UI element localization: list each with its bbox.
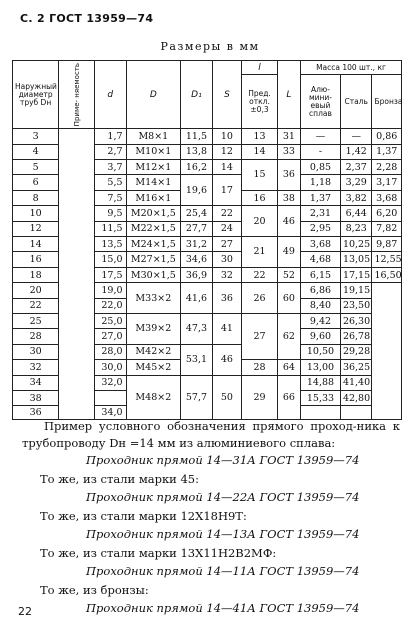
cell-S: 12 xyxy=(212,144,241,159)
cell-d: 25,0 xyxy=(94,314,126,329)
example-2: Проходник прямой 14—22А ГОСТ 13959—74 xyxy=(86,490,360,504)
cell-bronze: 6,20 xyxy=(372,206,402,221)
cell-d: 22,0 xyxy=(94,298,126,313)
cell-D1: 25,4 xyxy=(181,206,213,221)
cell-l: 20 xyxy=(242,206,278,237)
cell-al: 13,00 xyxy=(301,360,341,375)
cell-bronze xyxy=(372,283,402,420)
cell-S: 22 xyxy=(212,206,241,221)
cell-bronze: 16,50 xyxy=(372,267,402,282)
cell-dn: 20 xyxy=(13,283,59,298)
cell-dn: 16 xyxy=(13,252,59,267)
cell-L: 36 xyxy=(277,160,300,191)
cell-D: M12×1 xyxy=(126,160,181,175)
cell-steel: 17,15 xyxy=(340,267,372,282)
cell-D: M48×2 xyxy=(126,375,181,420)
cell-dn: 34 xyxy=(13,375,59,390)
cell-S: 46 xyxy=(212,344,241,375)
cell-S: 50 xyxy=(212,375,241,420)
cell-dn: 6 xyxy=(13,175,59,190)
cell-al: 9,60 xyxy=(301,329,341,344)
cell-d: 32,0 xyxy=(94,375,126,390)
cell-d: 28,0 xyxy=(94,344,126,359)
cell-d xyxy=(94,390,126,405)
cell-D: M33×2 xyxy=(126,283,181,314)
cell-D: M24×1,5 xyxy=(126,237,181,252)
cell-L: 52 xyxy=(277,267,300,282)
example-3: Проходник прямой 14—13А ГОСТ 13959—74 xyxy=(86,527,360,541)
page-header: С. 2 ГОСТ 13959—74 xyxy=(20,12,154,25)
cell-L: 60 xyxy=(277,283,300,314)
cell-D: M14×1 xyxy=(126,175,181,190)
cell-D1: 36,9 xyxy=(181,267,213,282)
cell-S: 10 xyxy=(212,129,241,144)
cell-D: M8×1 xyxy=(126,129,181,144)
cell-L: 31 xyxy=(277,129,300,144)
cell-S: 27 xyxy=(212,237,241,252)
cell-L: 64 xyxy=(277,360,300,375)
cell-al: 3,68 xyxy=(301,237,341,252)
cell-al: 0,85 xyxy=(301,160,341,175)
cell-steel: 23,50 xyxy=(340,298,372,313)
cell-al: 9,42 xyxy=(301,314,341,329)
cell-D1: 53,1 xyxy=(181,344,213,375)
cell-al: 6,15 xyxy=(301,267,341,282)
cell-steel: 3,29 xyxy=(340,175,372,190)
cell-bronze: 12,55 xyxy=(372,252,402,267)
col-prim: Приме- няемость xyxy=(59,61,95,129)
cell-D: M30×1,5 xyxy=(126,267,181,282)
cell-l: 22 xyxy=(242,267,278,282)
cell-D1: 41,6 xyxy=(181,283,213,314)
cell-d: 34,0 xyxy=(94,406,126,420)
cell-S: 41 xyxy=(212,314,241,345)
cell-steel: 3,82 xyxy=(340,190,372,205)
cell-al: - xyxy=(301,144,341,159)
cell-d: 30,0 xyxy=(94,360,126,375)
cell-d: 5,5 xyxy=(94,175,126,190)
cell-l: 26 xyxy=(242,283,278,314)
cell-d: 9,5 xyxy=(94,206,126,221)
cell-L: 38 xyxy=(277,190,300,205)
cell-dn: 3 xyxy=(13,129,59,144)
cell-dn: 4 xyxy=(13,144,59,159)
cell-steel: — xyxy=(340,129,372,144)
dimensions-table xyxy=(12,60,402,420)
text-13x11: То же, из стали марки 13Х11Н2В2МФ: xyxy=(40,546,277,560)
col-D: D xyxy=(126,61,181,129)
table-row xyxy=(13,129,402,144)
cell-S: 30 xyxy=(212,252,241,267)
example-intro-paragraph xyxy=(22,418,400,452)
cell-d: 11,5 xyxy=(94,221,126,236)
cell-l: 16 xyxy=(242,190,278,205)
cell-steel: 36,25 xyxy=(340,360,372,375)
cell-steel: 10,25 xyxy=(340,237,372,252)
cell-dn: 22 xyxy=(13,298,59,313)
cell-steel: 19,15 xyxy=(340,283,372,298)
cell-S: 24 xyxy=(212,221,241,236)
cell-dn: 32 xyxy=(13,360,59,375)
col-S: S xyxy=(212,61,241,129)
cell-S: 17 xyxy=(212,175,241,206)
example-5: Проходник прямой 14—41А ГОСТ 13959—74 xyxy=(86,601,360,615)
cell-D1: 27,7 xyxy=(181,221,213,236)
cell-l: 21 xyxy=(242,237,278,268)
cell-d: 7,5 xyxy=(94,190,126,205)
example-1: Проходник прямой 14—31А ГОСТ 13959—74 xyxy=(86,453,360,467)
cell-d: 17,5 xyxy=(94,267,126,282)
col-bronze: Бронза xyxy=(372,75,402,129)
cell-al: 8,40 xyxy=(301,298,341,313)
cell-l: 27 xyxy=(242,314,278,360)
cell-steel: 1,42 xyxy=(340,144,372,159)
cell-al: 14,88 xyxy=(301,375,341,390)
col-d: d xyxy=(94,61,126,129)
cell-S: 36 xyxy=(212,283,241,314)
cell-l: 28 xyxy=(242,360,278,375)
cell-steel: 26,78 xyxy=(340,329,372,344)
cell-d: 3,7 xyxy=(94,160,126,175)
cell-dn: 28 xyxy=(13,329,59,344)
cell-d: 1,7 xyxy=(94,129,126,144)
cell-dn: 36 xyxy=(13,406,59,420)
cell-steel: 2,37 xyxy=(340,160,372,175)
text-bronze: То же, из бронзы: xyxy=(40,583,149,597)
text-steel45: То же, из стали марки 45: xyxy=(40,472,200,486)
cell-steel: 29,28 xyxy=(340,344,372,359)
cell-L: 62 xyxy=(277,314,300,360)
col-l: l xyxy=(242,61,278,75)
col-dn: Наружный диаметр труб Dн xyxy=(13,61,59,129)
cell-L: 49 xyxy=(277,237,300,268)
cell-al: 1,37 xyxy=(301,190,341,205)
col-al: Алю- мини- евый сплав xyxy=(301,75,341,129)
example-intro: Пример условного обозначения прямого проход-ника к трубопроводу Dн =14 мм из алюминиевого сплава: xyxy=(22,419,400,450)
cell-S: 14 xyxy=(212,160,241,175)
cell-bronze: 0,86 xyxy=(372,129,402,144)
cell-dn: 12 xyxy=(13,221,59,236)
cell-L: 66 xyxy=(277,375,300,420)
cell-dn: 30 xyxy=(13,344,59,359)
example-4: Проходник прямой 14—11А ГОСТ 13959—74 xyxy=(86,564,360,578)
cell-l: 15 xyxy=(242,160,278,191)
page-number: 22 xyxy=(18,605,32,618)
cell-bronze: 3,17 xyxy=(372,175,402,190)
cell-D1: 31,2 xyxy=(181,237,213,252)
cell-al: 6,86 xyxy=(301,283,341,298)
cell-al: 2,31 xyxy=(301,206,341,221)
cell-d: 2,7 xyxy=(94,144,126,159)
table-caption: Размеры в мм xyxy=(160,40,260,53)
cell-steel: 8,23 xyxy=(340,221,372,236)
cell-D: M27×1,5 xyxy=(126,252,181,267)
cell-dn: 25 xyxy=(13,314,59,329)
cell-al: — xyxy=(301,129,341,144)
cell-l: 29 xyxy=(242,375,278,420)
cell-D1: 13,8 xyxy=(181,144,213,159)
col-D1: D₁ xyxy=(181,61,213,129)
cell-steel: 42,80 xyxy=(340,390,372,405)
cell-d: 15,0 xyxy=(94,252,126,267)
cell-steel: 6,44 xyxy=(340,206,372,221)
cell-al: 1,18 xyxy=(301,175,341,190)
cell-dn: 5 xyxy=(13,160,59,175)
cell-dn: 18 xyxy=(13,267,59,282)
cell-bronze: 2,28 xyxy=(372,160,402,175)
cell-D: M42×2 xyxy=(126,344,181,359)
cell-bronze: 7,82 xyxy=(372,221,402,236)
cell-steel: 26,30 xyxy=(340,314,372,329)
cell-D1: 16,2 xyxy=(181,160,213,175)
col-mass: Масса 100 шт., кг xyxy=(301,61,402,75)
cell-D: M16×1 xyxy=(126,190,181,205)
text-12x18: То же, из стали марки 12Х18Н9Т: xyxy=(40,509,247,523)
cell-al: 10,50 xyxy=(301,344,341,359)
cell-D: M20×1,5 xyxy=(126,206,181,221)
cell-steel: 41,40 xyxy=(340,375,372,390)
cell-l: 14 xyxy=(242,144,278,159)
cell-al: 2,95 xyxy=(301,221,341,236)
col-l-sub: Пред. откл. ±0,3 xyxy=(242,75,278,129)
cell-D1: 19,6 xyxy=(181,175,213,206)
cell-l: 13 xyxy=(242,129,278,144)
cell-D1: 11,5 xyxy=(181,129,213,144)
cell-bronze: 9,87 xyxy=(372,237,402,252)
cell-d: 27,0 xyxy=(94,329,126,344)
cell-dn: 8 xyxy=(13,190,59,205)
cell-L: 33 xyxy=(277,144,300,159)
cell-al: 4,68 xyxy=(301,252,341,267)
cell-S: 32 xyxy=(212,267,241,282)
cell-dn: 10 xyxy=(13,206,59,221)
cell-D: M10×1 xyxy=(126,144,181,159)
cell-D1: 57,7 xyxy=(181,375,213,420)
cell-bronze: 1,37 xyxy=(372,144,402,159)
cell-al: 15,33 xyxy=(301,390,341,405)
col-steel: Сталь xyxy=(340,75,372,129)
cell-D1: 47,3 xyxy=(181,314,213,345)
cell-d: 19,0 xyxy=(94,283,126,298)
cell-D1: 34,6 xyxy=(181,252,213,267)
cell-dn: 38 xyxy=(13,390,59,405)
col-L: L xyxy=(277,61,300,129)
cell-steel: 13,05 xyxy=(340,252,372,267)
cell-bronze: 3,68 xyxy=(372,190,402,205)
cell-D: M22×1,5 xyxy=(126,221,181,236)
cell-dn: 14 xyxy=(13,237,59,252)
cell-L: 46 xyxy=(277,206,300,237)
cell-d: 13,5 xyxy=(94,237,126,252)
cell-D: M39×2 xyxy=(126,314,181,345)
cell-prim xyxy=(59,129,95,420)
cell-D: M45×2 xyxy=(126,360,181,375)
